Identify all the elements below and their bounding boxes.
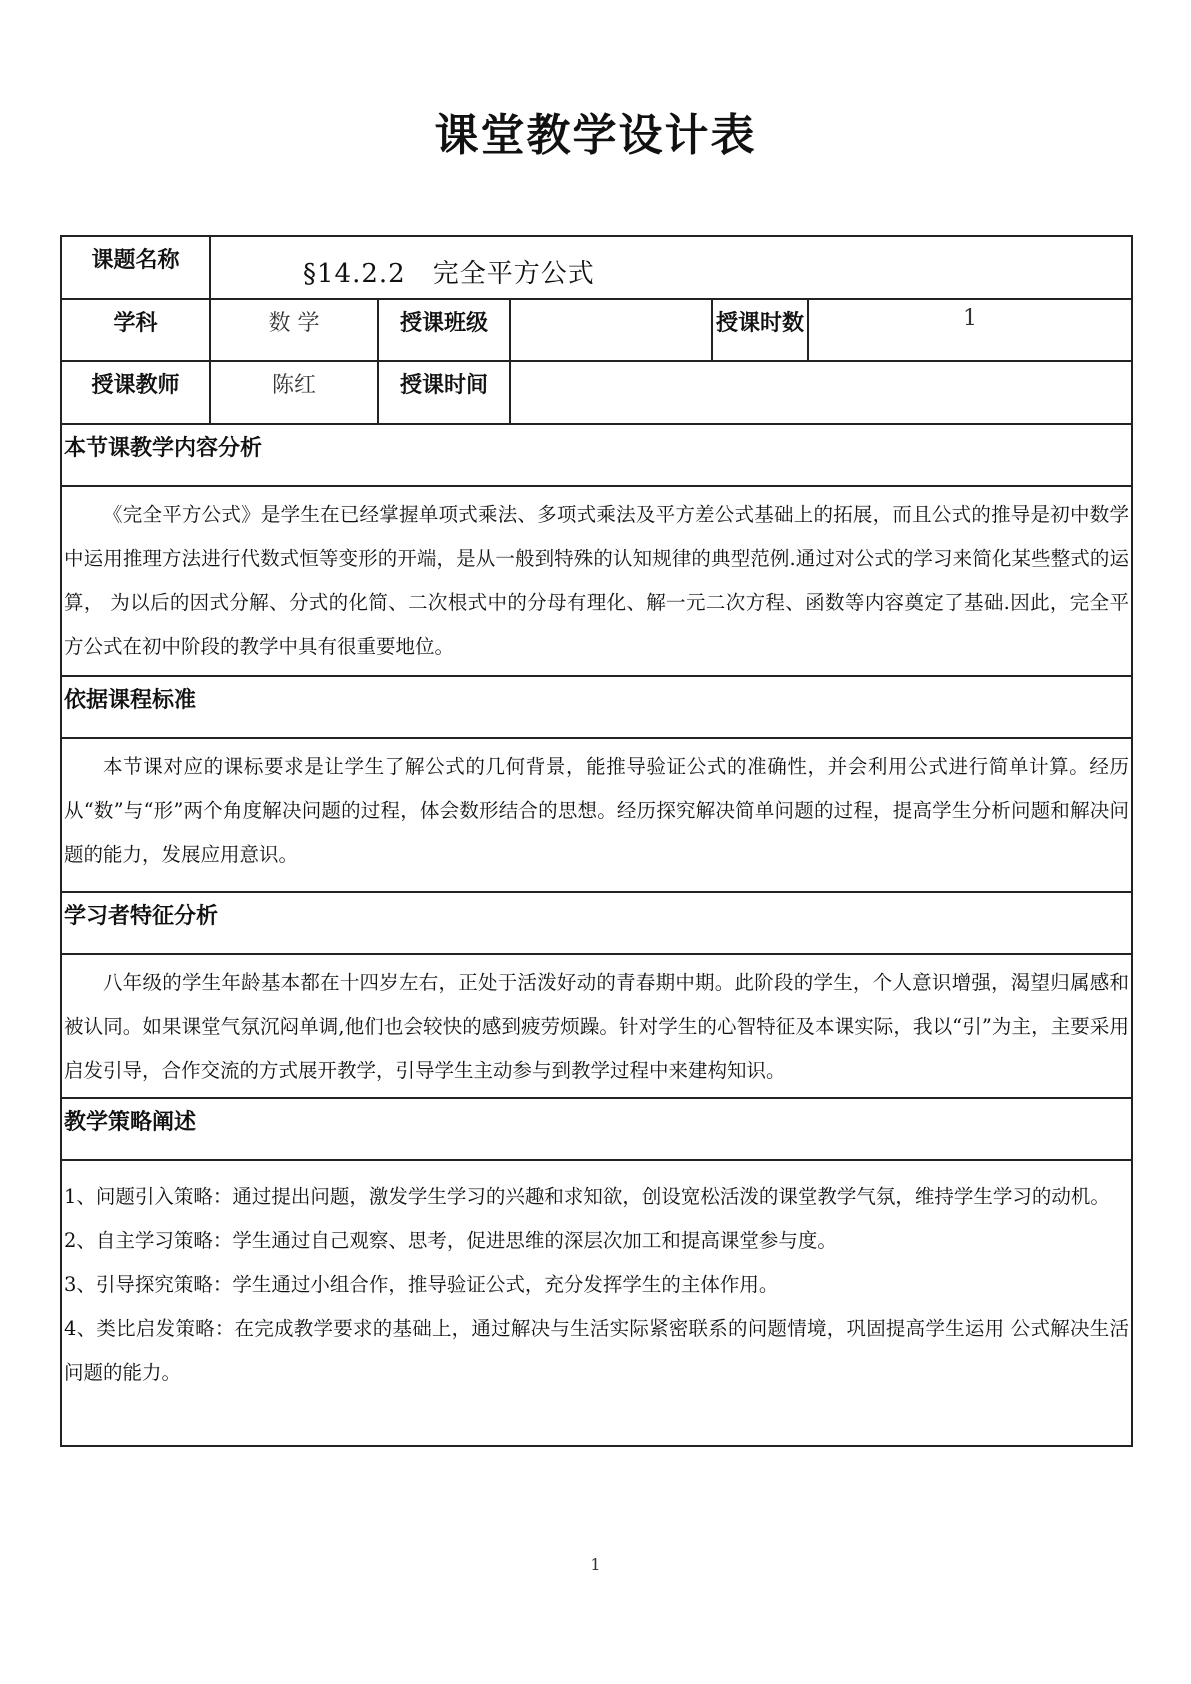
teacher-row [61,361,1132,424]
teacher-label: 授课教师 [61,361,210,424]
strategy-heading-row [61,1098,1132,1160]
strategy-heading: 教学策略阐述 [61,1098,1132,1160]
class-value [510,299,712,361]
learner-analysis-heading: 学习者特征分析 [61,892,1132,954]
subject-row [61,299,1132,361]
teacher-value: 陈红 [210,361,378,424]
subject-label: 学科 [61,299,210,361]
hours-label: 授课时数 [712,299,808,361]
strategy-item: 3、引导探究策略：学生通过小组合作，推导验证公式，充分发挥学生的主体作用。 [64,1273,779,1296]
learner-analysis-heading-row [61,892,1132,954]
learner-analysis-text: 八年级的学生年龄基本都在十四岁左右，正处于活泼好动的青春期中期。此阶段的学生，个人意识增强，渴望归属感和被认同。如果课堂气氛沉闷单调,他们也会较快的感到疲劳烦躁。针对学生的心智特征及本课实际，我以“引”为主，主要采用启发引导，合作交流的方式展开教学，引导学生主动参与到教学过程中来建构知识。 [64,971,1129,1082]
time-value [510,361,1132,424]
hours-value: 1 [808,299,1132,361]
document-title: 课堂教学设计表 [434,110,757,161]
topic-row [61,236,1132,299]
content-analysis-body-row [61,486,1132,676]
curriculum-standard-heading: 依据课程标准 [61,676,1132,738]
curriculum-standard-heading-row [61,676,1132,738]
time-label: 授课时间 [378,361,510,424]
learner-analysis-body-row [61,954,1132,1098]
strategy-body-row [61,1160,1132,1446]
content-analysis-text: 《完全平方公式》是学生在已经掌握单项式乘法、多项式乘法及平方差公式基础上的拓展，而且公式的推导是初中数学中运用推理方法进行代数式恒等变形的开端，是从一般到特殊的认知规律的典型范例.通过对公式的学习来简化某些整式的运算， 为以后的因式分解、分式的化简、二次根式中的分母有理化、解一元二次方程、函数等内容奠定了基础.因此，完全平方公式在初中阶段的教学中具有很重要地位。 [64,503,1129,658]
lesson-design-table [60,235,1133,1447]
strategy-item: 2、自主学习策略：学生通过自己观察、思考，促进思维的深层次加工和提高课堂参与度。 [64,1229,837,1252]
class-label: 授课班级 [378,299,510,361]
topic-value: §14.2.2 完全平方公式 [210,236,1132,299]
curriculum-standard-body-row [61,738,1132,892]
content-analysis-heading: 本节课教学内容分析 [61,424,1132,486]
subject-value: 数 学 [210,299,378,361]
strategy-item: 1、问题引入策略：通过提出问题，激发学生学习的兴趣和求知欲，创设宽松活泼的课堂教学气氛，维持学生学习的动机。 [64,1185,1110,1208]
topic-label: 课题名称 [61,236,210,299]
curriculum-standard-text: 本节课对应的课标要求是让学生了解公式的几何背景，能推导验证公式的准确性，并会利用公式进行简单计算。经历从“数”与“形”两个角度解决问题的过程，体会数形结合的思想。经历探究解决简单问题的过程，提高学生分析问题和解决问题的能力，发展应用意识。 [64,755,1129,866]
strategy-item: 4、类比启发策略：在完成教学要求的基础上，通过解决与生活实际紧密联系的问题情境，巩固提高学生运用 公式解决生活问题的能力。 [64,1317,1129,1384]
page-number: 1 [590,1555,601,1574]
content-analysis-heading-row [61,424,1132,486]
